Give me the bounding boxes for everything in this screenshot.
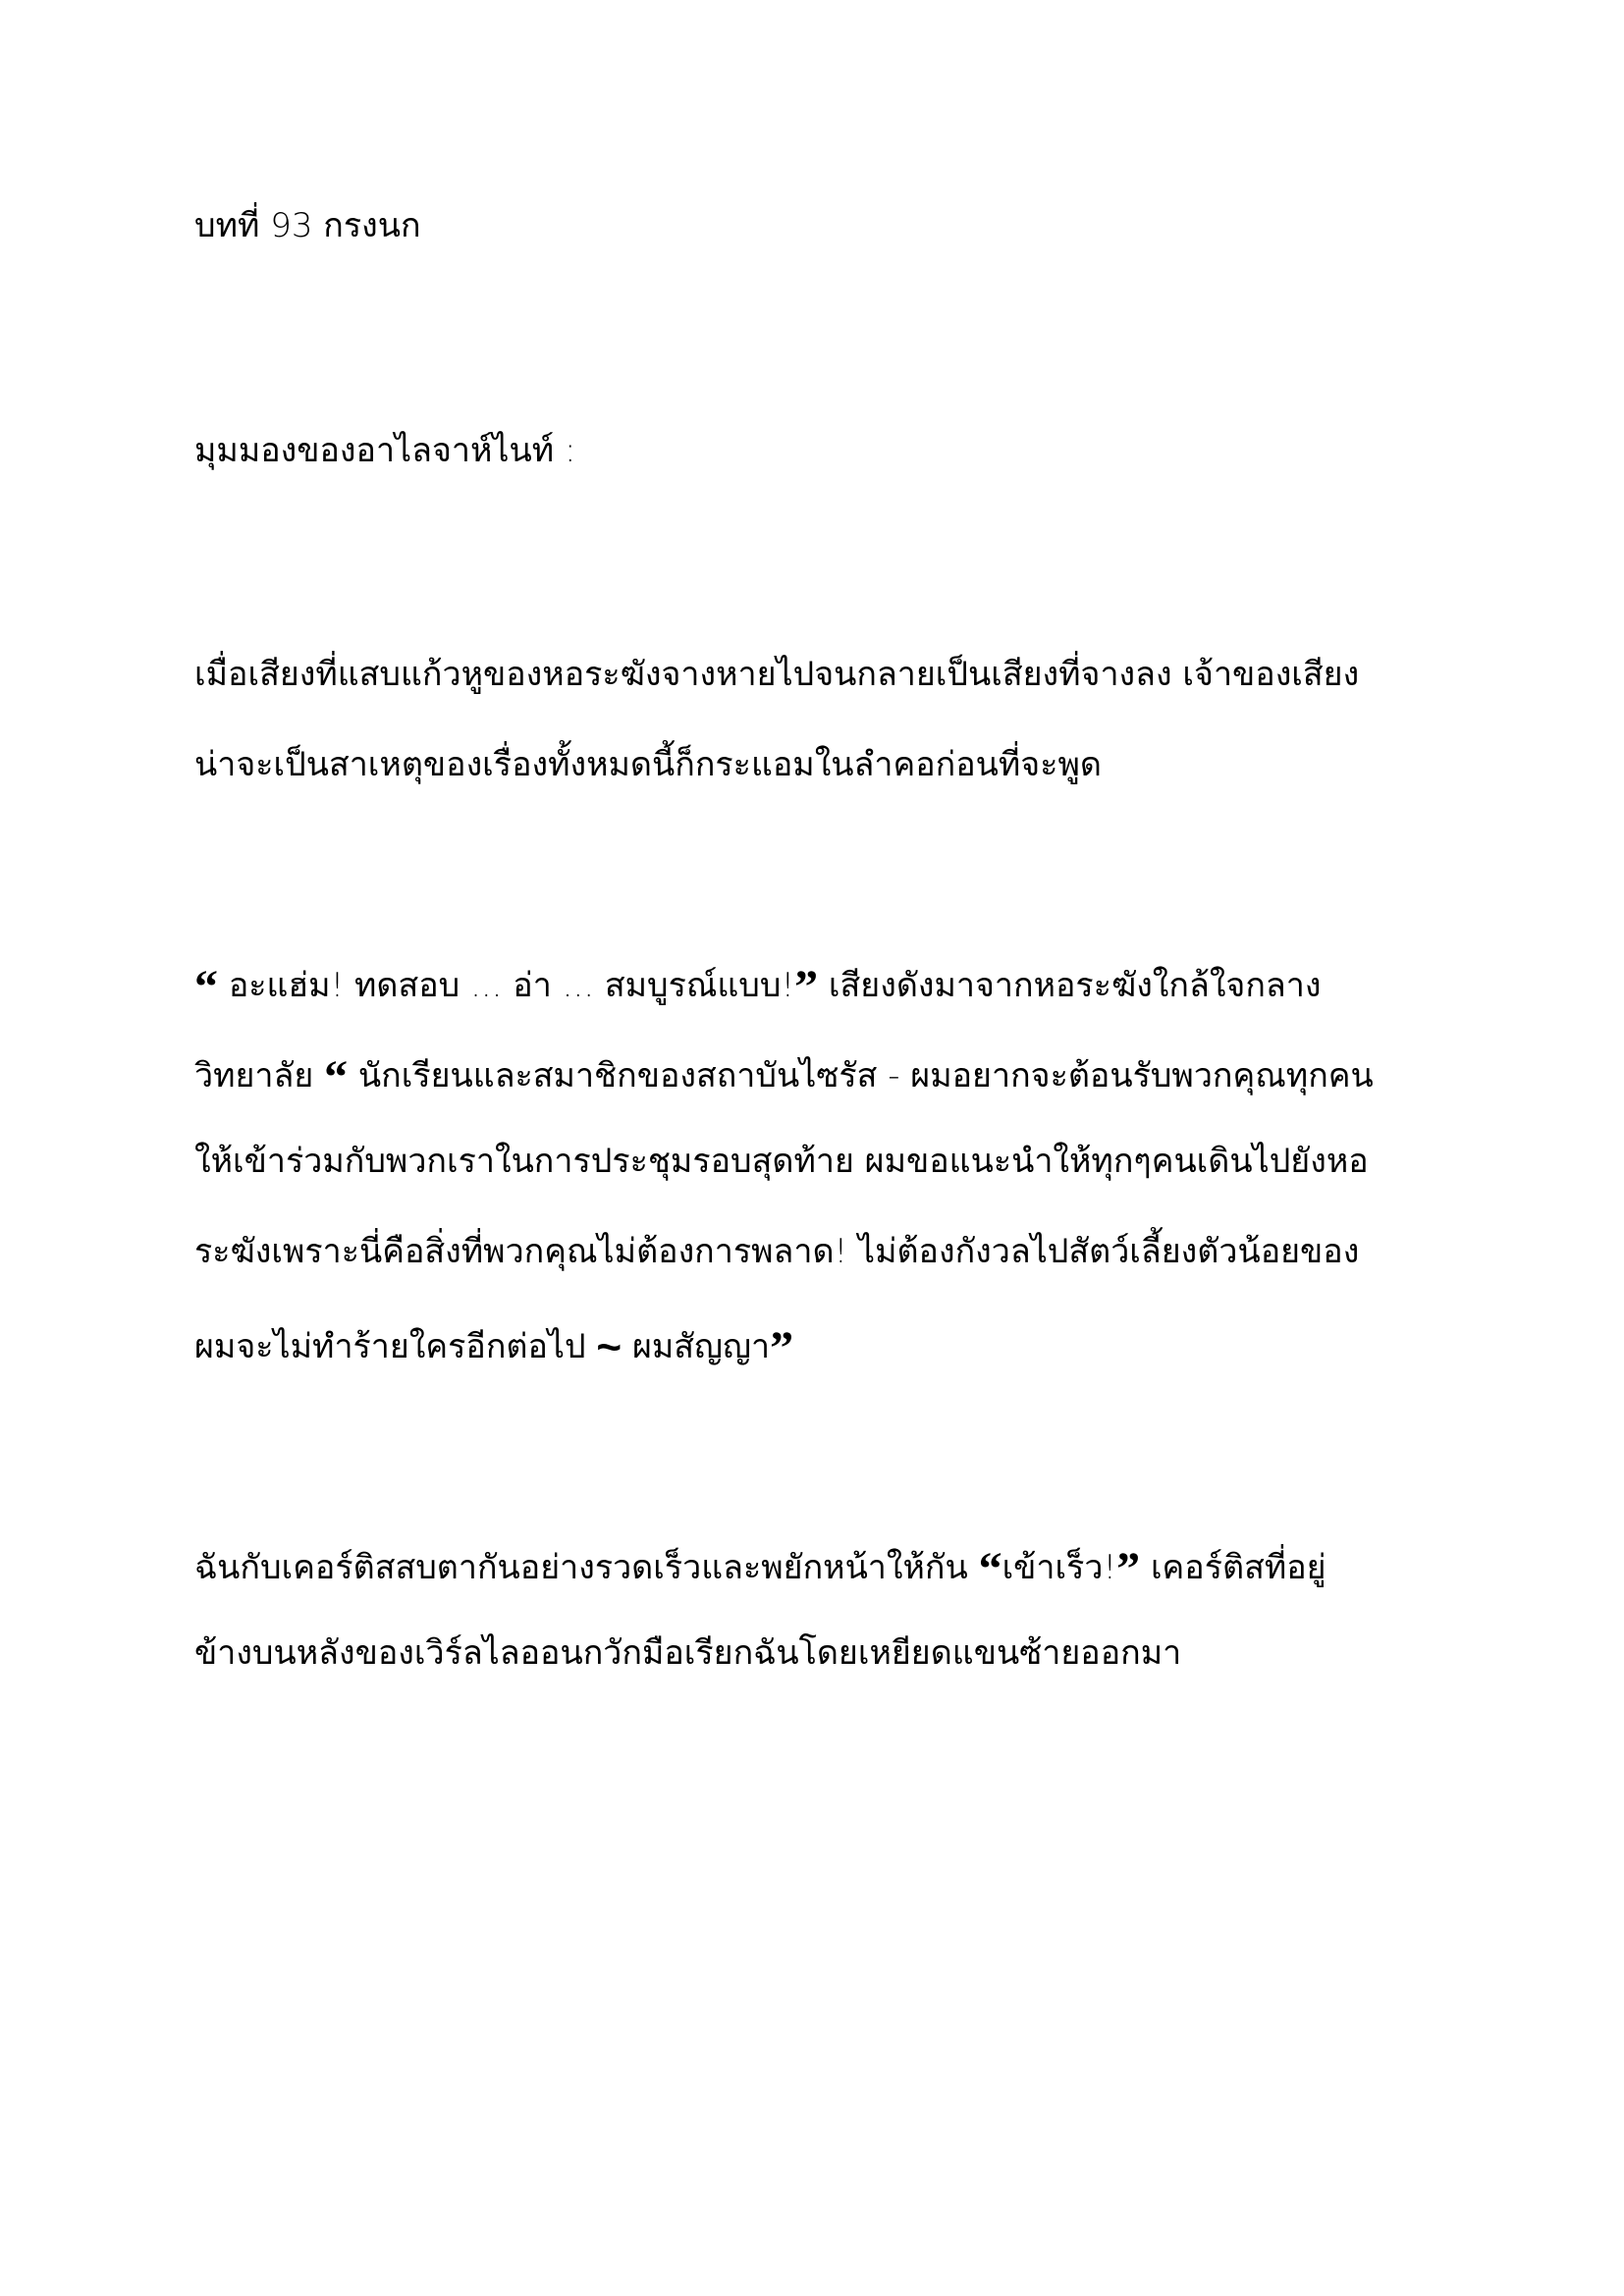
narration-text: เสียงดังมาจากหอระฆังใกล้ใจกลาง — [828, 966, 1322, 1005]
close-quote: ” — [770, 1322, 794, 1374]
paragraph-1-line-1: เมื่อเสียงที่แสบแก้วหูของหอระฆังจางหายไปจนกลายเป็นเสียงที่จางลง เจ้าของเสียง — [194, 655, 1360, 694]
paragraph-2-line-4: ระฆังเพราะนี่คือสิ่งที่พวกคุณไม่ต้องการพลาด! ไม่ต้องกังวลไปสัตว์เลี้ยงตัวน้อยของ — [194, 1232, 1360, 1271]
paragraph-2-line-3: ให้เข้าร่วมกับพวกเราในการประชุมรอบสุดท้าย ผมขอแนะนำให้ทุกๆคนเดินไปยังหอ — [194, 1142, 1369, 1181]
dialogue-text: เข้าเร็ว! — [1001, 1548, 1117, 1587]
open-quote: “ — [324, 1051, 349, 1103]
pov-heading: มุมมองของอาไลจาห์ไนท์ : — [194, 431, 576, 470]
chapter-title: บทที่ 93 กรงนก — [194, 206, 421, 245]
paragraph-2-line-1 — [194, 961, 1322, 1013]
close-quote: ” — [794, 961, 819, 1013]
open-quote: “ — [978, 1543, 1002, 1595]
dialogue-text: อะแฮ่ม! ทดสอบ ... อ่า ... สมบูรณ์แบบ! — [228, 966, 795, 1005]
paragraph-3-line-1 — [194, 1543, 1326, 1595]
dialogue-text: ผมสัญญา — [631, 1327, 771, 1366]
dialogue-text: นักเรียนและสมาชิกของสถาบันไซรัส - ผมอยากจะต้อนรับพวกคุณทุกคน — [357, 1056, 1374, 1095]
open-quote: “ — [194, 961, 218, 1013]
close-quote: ” — [1116, 1543, 1141, 1595]
paragraph-2-line-5 — [194, 1322, 794, 1374]
narration-text: ฉันกับเคอร์ติสสบตากันอย่างรวดเร็วและพยักหน้าให้กัน — [194, 1548, 968, 1587]
dialogue-text: ผมจะไม่ทำร้ายใครอีกต่อไป — [194, 1327, 586, 1366]
paragraph-1-line-2: น่าจะเป็นสาเหตุของเรื่องทั้งหมดนี้ก็กระแอมในลำคอก่อนที่จะพูด — [194, 745, 1102, 784]
paragraph-3-line-2: ข้างบนหลังของเวิร์ลไลออนกวักมือเรียกฉันโดยเหยียดแขนซ้ายออกมา — [194, 1633, 1182, 1673]
narration-text: เคอร์ติสที่อยู่ — [1150, 1548, 1326, 1587]
paragraph-2-line-2 — [194, 1051, 1374, 1103]
tilde-mark: ~ — [596, 1323, 623, 1371]
narration-text: วิทยาลัย — [194, 1056, 314, 1095]
